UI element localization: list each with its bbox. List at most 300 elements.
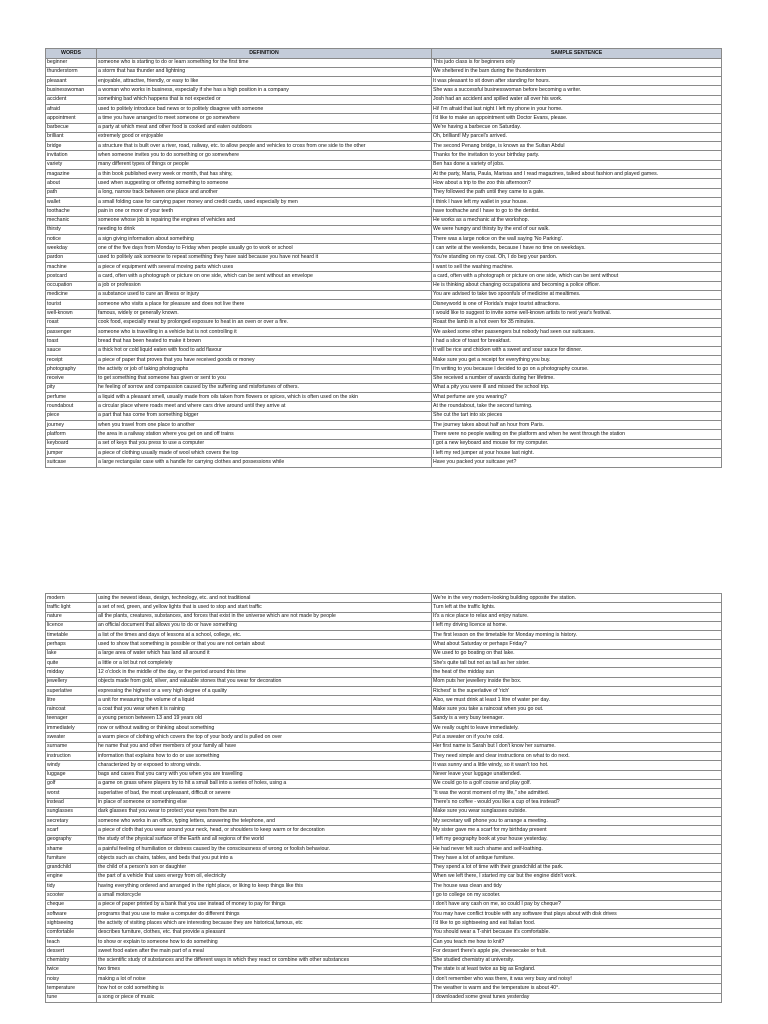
table-row xyxy=(46,151,722,160)
sample-sentence-cell: Turn left at the traffic lights. xyxy=(432,603,722,612)
sample-sentence-cell: Sandy is a very busy teenager. xyxy=(432,714,722,723)
table-row xyxy=(46,114,722,123)
table-row xyxy=(46,300,722,309)
definition-cell: a little or a lot but not completely xyxy=(97,659,432,668)
sample-sentence-cell: There's no coffee - would you like a cup of tea instead? xyxy=(432,798,722,807)
table-row xyxy=(46,798,722,807)
sample-sentence-cell: Richest' is the superlative of 'rich' xyxy=(432,686,722,695)
definition-cell: the activity or job of taking photographs xyxy=(97,365,432,374)
sample-sentence-cell: At the party, Maria, Paula, Marissa and I read magazines, talked about fashion and played games. xyxy=(432,170,722,179)
definition-cell: a set of red, green, and yellow lights that is used to stop and start traffic xyxy=(97,603,432,612)
word-cell: medicine xyxy=(46,290,97,299)
definition-cell: a warm piece of clothing which covers the top of your body and is pulled on over xyxy=(97,733,432,742)
sample-sentence-cell: Mom puts her jewellery inside the box. xyxy=(432,677,722,686)
word-cell: postcard xyxy=(46,272,97,281)
sample-sentence-cell: She received a number of awards during her lifetime. xyxy=(432,374,722,383)
word-cell: thunderstorm xyxy=(46,67,97,76)
word-cell: jumper xyxy=(46,448,97,457)
word-cell: variety xyxy=(46,160,97,169)
definition-cell: a party at which meat and other food is cooked and eaten outdoors xyxy=(97,123,432,132)
sample-sentence-cell: She cut the tart into six pieces xyxy=(432,411,722,420)
sample-sentence-cell: What perfume are you wearing? xyxy=(432,393,722,402)
definition-cell: to get something that someone has given or sent to you xyxy=(97,374,432,383)
definition-cell: the scientific study of substances and the different ways in which they react or combine with other substances xyxy=(97,956,432,965)
word-cell: modern xyxy=(46,594,97,603)
word-cell: beginner xyxy=(46,58,97,67)
word-cell: well-known xyxy=(46,309,97,318)
table-row xyxy=(46,724,722,733)
definition-cell: someone who is travelling in a vehicle but is not controlling it xyxy=(97,328,432,337)
definition-cell: a song or piece of music xyxy=(97,993,432,1002)
word-cell: roundabout xyxy=(46,402,97,411)
sample-sentence-cell: Hi! I'm afraid that last night I left my phone in your home. xyxy=(432,104,722,113)
sample-sentence-cell: For dessert there's apple pie, cheesecake or fruit. xyxy=(432,947,722,956)
sample-sentence-cell: a card, often with a photograph or picture on one side, which can be sent without xyxy=(432,272,722,281)
word-cell: software xyxy=(46,910,97,919)
sample-sentence-cell: Oh, brilliant! My parcel's arrived. xyxy=(432,132,722,141)
definition-cell: a coat that you wear when it is raining xyxy=(97,705,432,714)
table-row xyxy=(46,365,722,374)
word-cell: quite xyxy=(46,659,97,668)
table-row xyxy=(46,458,722,467)
table-row xyxy=(46,393,722,402)
sample-sentence-cell: I want to sell the washing machine. xyxy=(432,263,722,272)
definition-cell: a piece of clothing usually made of wool which covers the top xyxy=(97,448,432,457)
word-cell: tune xyxy=(46,993,97,1002)
definition-cell: a time you have arranged to meet someone or go somewhere xyxy=(97,114,432,123)
definition-cell: needing to drink xyxy=(97,225,432,234)
table-row xyxy=(46,956,722,965)
sample-sentence-cell: It was pleasant to sit down after standing for hours. xyxy=(432,77,722,86)
definition-cell: expressing the highest or a very high degree of a quality xyxy=(97,686,432,695)
sample-sentence-cell: He is thinking about changing occupations and becoming a police officer. xyxy=(432,281,722,290)
word-cell: cheque xyxy=(46,900,97,909)
table-row xyxy=(46,770,722,779)
word-cell: bridge xyxy=(46,142,97,151)
sample-sentence-cell: We sheltered in the barn during the thunderstorm xyxy=(432,67,722,76)
word-cell: twice xyxy=(46,965,97,974)
definition-cell: one of the five days from Monday to Friday when people usually go to work or school xyxy=(97,244,432,253)
sample-sentence-cell: I got a new keyboard and mouse for my computer. xyxy=(432,439,722,448)
sample-sentence-cell: Disneyworld is one of Florida's major tourist attractions. xyxy=(432,300,722,309)
word-cell: midday xyxy=(46,668,97,677)
sample-sentence-cell: You may have conflict trouble with any software that plays about with disk drives xyxy=(432,910,722,919)
sample-sentence-cell: We were hungry and thirsty by the end of our walk. xyxy=(432,225,722,234)
word-cell: licence xyxy=(46,621,97,630)
word-cell: noisy xyxy=(46,975,97,984)
definition-cell: programs that you use to make a computer do different things xyxy=(97,910,432,919)
table-row xyxy=(46,160,722,169)
definition-cell: a woman who works in business, especially if she has a high position in a company xyxy=(97,86,432,95)
table-row xyxy=(46,253,722,262)
sample-sentence-cell: We're having a barbecue on Saturday. xyxy=(432,123,722,132)
sample-sentence-cell: I think I have left my wallet in your house. xyxy=(432,197,722,206)
definition-cell: used to show that something is possible or that you are not certain about xyxy=(97,640,432,649)
table-row xyxy=(46,649,722,658)
definition-cell: a part that has come from something bigger xyxy=(97,411,432,420)
sample-sentence-cell: I'd like to make an appointment with Doctor Evans, please. xyxy=(432,114,722,123)
sample-sentence-cell: Roast the lamb in a hot oven for 35 minutes. xyxy=(432,318,722,327)
definition-cell: dark glasses that you wear to protect your eyes from the sun xyxy=(97,807,432,816)
definition-cell: making a lot of noise xyxy=(97,975,432,984)
word-cell: sweater xyxy=(46,733,97,742)
word-cell: geography xyxy=(46,835,97,844)
table-row xyxy=(46,937,722,946)
definition-cell: a card, often with a photograph or picture on one side, which can be sent without an envelope xyxy=(97,272,432,281)
table-row xyxy=(46,807,722,816)
definition-cell: a list of the times and days of lessons at a school, college, etc. xyxy=(97,631,432,640)
sample-sentence-cell: The state is at least twice as big as England. xyxy=(432,965,722,974)
table-row xyxy=(46,668,722,677)
table-row xyxy=(46,142,722,151)
word-cell: businesswoman xyxy=(46,86,97,95)
definition-cell: a painful feeling of humiliation or distress caused by the consciousness of wrong or foolish behaviour. xyxy=(97,845,432,854)
sample-sentence-cell: You should wear a T-shirt because it's comfortable. xyxy=(432,928,722,937)
word-cell: comfortable xyxy=(46,928,97,937)
definition-cell: someone who visits a place for pleasure and does not live there xyxy=(97,300,432,309)
table-row xyxy=(46,448,722,457)
definition-cell: someone whose job is repairing the engines of vehicles and xyxy=(97,216,432,225)
table-row xyxy=(46,705,722,714)
word-cell: pardon xyxy=(46,253,97,262)
definition-cell: a piece of equipment with several moving parts which uses xyxy=(97,263,432,272)
word-cell: luggage xyxy=(46,770,97,779)
table-row xyxy=(46,817,722,826)
definition-cell: to show or explain to someone how to do something xyxy=(97,937,432,946)
sample-sentence-cell: My secretary will phone you to arrange a meeting. xyxy=(432,817,722,826)
table-row xyxy=(46,640,722,649)
definition-cell: a substance used to cure an illness or injury xyxy=(97,290,432,299)
sample-sentence-cell: have toothache and I have to go to the dentist. xyxy=(432,207,722,216)
table-row xyxy=(46,872,722,881)
word-cell: teenager xyxy=(46,714,97,723)
table-row xyxy=(46,77,722,86)
definition-cell: a circular place where roads meet and where cars drive around until they arrive at xyxy=(97,402,432,411)
word-cell: tidy xyxy=(46,882,97,891)
table-row xyxy=(46,207,722,216)
definition-cell: in place of someone or something else xyxy=(97,798,432,807)
sample-sentence-cell: Never leave your luggage unattended. xyxy=(432,770,722,779)
definition-cell: bags and cases that you carry with you when you are travelling xyxy=(97,770,432,779)
table-row xyxy=(46,290,722,299)
definition-cell: a thick hot or cold liquid eaten with food to add flavour xyxy=(97,346,432,355)
definition-cell: a piece of paper that proves that you have received goods or money xyxy=(97,356,432,365)
word-cell: pity xyxy=(46,383,97,392)
table-row xyxy=(46,263,722,272)
sample-sentence-cell: They need simple and clear instructions on what to do next. xyxy=(432,752,722,761)
definition-cell: having everything ordered and arranged in the right place, or liking to keep things like this xyxy=(97,882,432,891)
sample-sentence-cell: I had a slice of toast for breakfast. xyxy=(432,337,722,346)
sample-sentence-cell: Thanks for the invitation to your birthday party. xyxy=(432,151,722,160)
definition-cell: when you travel from one place to another xyxy=(97,421,432,430)
definition-cell: a large area of water which has land all around it xyxy=(97,649,432,658)
table-row xyxy=(46,686,722,695)
word-cell: perfume xyxy=(46,393,97,402)
definition-cell: now or without waiting or thinking about something xyxy=(97,724,432,733)
sample-sentence-cell: The weather is warm and the temperature is about 40°. xyxy=(432,984,722,993)
word-cell: photography xyxy=(46,365,97,374)
table-row xyxy=(46,659,722,668)
vocabulary-table-2 xyxy=(45,593,722,1003)
definition-cell: extremely good or enjoyable xyxy=(97,132,432,141)
sample-sentence-cell: The second Penang bridge, is known as the Sultan Abdul xyxy=(432,142,722,151)
word-cell: toothache xyxy=(46,207,97,216)
table-row xyxy=(46,421,722,430)
word-cell: surname xyxy=(46,742,97,751)
sample-sentence-cell: It will be rice and chicken with a sweet and sour sauce for dinner. xyxy=(432,346,722,355)
definition-cell: sweet food eaten after the main part of a meal xyxy=(97,947,432,956)
table-row xyxy=(46,383,722,392)
sample-sentence-cell: I left my red jumper at your house last night. xyxy=(432,448,722,457)
table-row xyxy=(46,188,722,197)
sample-sentence-cell: What about Saturday or perhaps Friday? xyxy=(432,640,722,649)
word-cell: appointment xyxy=(46,114,97,123)
definition-cell: famous, widely or generally known. xyxy=(97,309,432,318)
definition-cell: someone who works in an office, typing letters, answering the telephone, and xyxy=(97,817,432,826)
definition-cell: a structure that is built over a river, road, railway, etc. to allow people and vehicles to cross from one side to the other xyxy=(97,142,432,151)
sample-sentence-cell: Put a sweater on if you're cold. xyxy=(432,733,722,742)
word-cell: about xyxy=(46,179,97,188)
table-row xyxy=(46,374,722,383)
sample-sentence-header: SAMPLE SENTENCE xyxy=(432,49,722,59)
definition-cell: a small folding case for carrying paper money and credit cards, used especially by men xyxy=(97,197,432,206)
sample-sentence-cell: You're standing on my coat. Oh, I do beg your pardon. xyxy=(432,253,722,262)
word-cell: engine xyxy=(46,872,97,881)
definition-cell: objects such as chairs, tables, and beds that you put into a xyxy=(97,854,432,863)
sample-sentence-cell: We really ought to leave immediately. xyxy=(432,724,722,733)
sample-sentence-cell: I'm writing to you because I decided to go on a photography course. xyxy=(432,365,722,374)
word-cell: instruction xyxy=(46,752,97,761)
table-row xyxy=(46,594,722,603)
table-row xyxy=(46,309,722,318)
definition-cell: the part of a vehicle that uses energy from oil, electricity xyxy=(97,872,432,881)
sample-sentence-cell: At the roundabout, take the second turning. xyxy=(432,402,722,411)
definition-header: DEFINITION xyxy=(97,49,432,59)
sample-sentence-cell: I would like to suggest to invite some well-known artists to next year's festival. xyxy=(432,309,722,318)
sample-sentence-cell: The house was clean and tidy xyxy=(432,882,722,891)
definition-cell: used to politely ask someone to repeat something they have said because you have not heard it xyxy=(97,253,432,262)
word-cell: secretary xyxy=(46,817,97,826)
sample-sentence-cell: We're in the very modern-looking building opposite the station. xyxy=(432,594,722,603)
table-row xyxy=(46,891,722,900)
sample-sentence-cell: The first lesson on the timetable for Monday morning is history. xyxy=(432,631,722,640)
word-cell: scooter xyxy=(46,891,97,900)
definition-cell: an official document that allows you to do or have something xyxy=(97,621,432,630)
word-cell: nature xyxy=(46,612,97,621)
definition-cell: a sign giving information about something xyxy=(97,235,432,244)
word-cell: golf xyxy=(46,779,97,788)
sample-sentence-cell: He had never felt such shame and self-loathing. xyxy=(432,845,722,854)
table-row xyxy=(46,677,722,686)
sample-sentence-cell: Make sure you wear sunglasses outside. xyxy=(432,807,722,816)
table-row xyxy=(46,67,722,76)
word-cell: tourist xyxy=(46,300,97,309)
word-cell: pleasant xyxy=(46,77,97,86)
definition-cell: how hot or cold something is xyxy=(97,984,432,993)
sample-sentence-cell: She's quite tall but not as tall as her sister. xyxy=(432,659,722,668)
definition-cell: 12 o'clock in the middle of the day, or the period around this time xyxy=(97,668,432,677)
table-row xyxy=(46,910,722,919)
word-cell: immediately xyxy=(46,724,97,733)
table-row xyxy=(46,346,722,355)
sample-sentence-cell: Can you teach me how to knit? xyxy=(432,937,722,946)
definition-cell: all the plants, creatures, substances, and forces that exist in the universe which are not made by people xyxy=(97,612,432,621)
sample-sentence-cell: the heat of the midday sun xyxy=(432,668,722,677)
table-row xyxy=(46,225,722,234)
table-row xyxy=(46,919,722,928)
sample-sentence-cell: Also, we must drink at least 1 litre of water per day. xyxy=(432,696,722,705)
sample-sentence-cell: He works as a mechanic at the workshop. xyxy=(432,216,722,225)
sample-sentence-cell: Make sure you take a raincoat when you go out. xyxy=(432,705,722,714)
word-cell: brilliant xyxy=(46,132,97,141)
word-cell: journey xyxy=(46,421,97,430)
table-row xyxy=(46,244,722,253)
word-cell: raincoat xyxy=(46,705,97,714)
sample-sentence-cell: Have you packed your suitcase yet? xyxy=(432,458,722,467)
definition-cell: used when suggesting or offering something to someone xyxy=(97,179,432,188)
definition-cell: the activity of visiting places which are interesting because they are historical,famous, etc xyxy=(97,919,432,928)
definition-cell: a piece of cloth that you wear around your neck, head, or shoulders to keep warm or for decoration xyxy=(97,826,432,835)
table-row xyxy=(46,235,722,244)
definition-cell: objects made from gold, silver, and valuable stones that you wear for decoration xyxy=(97,677,432,686)
table-row xyxy=(46,179,722,188)
table-row xyxy=(46,928,722,937)
word-cell: suitcase xyxy=(46,458,97,467)
table-row xyxy=(46,439,722,448)
word-cell: keyboard xyxy=(46,439,97,448)
table-row xyxy=(46,835,722,844)
definition-cell: he name that you and other members of your family all have xyxy=(97,742,432,751)
word-cell: roast xyxy=(46,318,97,327)
table-row xyxy=(46,854,722,863)
sample-sentence-cell: How about a trip to the zoo this afternoon? xyxy=(432,179,722,188)
table-row xyxy=(46,411,722,420)
table-row xyxy=(46,789,722,798)
table-row xyxy=(46,328,722,337)
word-cell: invitation xyxy=(46,151,97,160)
definition-cell: characterized by or exposed to strong winds. xyxy=(97,761,432,770)
table-row xyxy=(46,123,722,132)
definition-cell: enjoyable, attractive, friendly, or easy to like xyxy=(97,77,432,86)
sample-sentence-cell: This judo class is for beginners only xyxy=(432,58,722,67)
sample-sentence-cell: I left my driving licence at home. xyxy=(432,621,722,630)
sample-sentence-cell: Make sure you get a receipt for everything you buy. xyxy=(432,356,722,365)
word-cell: litre xyxy=(46,696,97,705)
sample-sentence-cell: I downloaded some great tunes yesterday xyxy=(432,993,722,1002)
word-cell: chemistry xyxy=(46,956,97,965)
sample-sentence-cell: Josh had an accident and spilled water all over his work. xyxy=(432,95,722,104)
word-cell: weekday xyxy=(46,244,97,253)
word-cell: jewellery xyxy=(46,677,97,686)
word-cell: teach xyxy=(46,937,97,946)
table-row xyxy=(46,58,722,67)
word-cell: temperature xyxy=(46,984,97,993)
word-cell: receipt xyxy=(46,356,97,365)
table-row xyxy=(46,104,722,113)
word-cell: dessert xyxy=(46,947,97,956)
word-cell: grandchild xyxy=(46,863,97,872)
sample-sentence-cell: It was sunny and a little windy, so it wasn't too hot. xyxy=(432,761,722,770)
word-cell: accident xyxy=(46,95,97,104)
definition-cell: pain in one or more of your teeth xyxy=(97,207,432,216)
definition-cell: cook food, especially meat by prolonged exposure to heat in an oven or over a fire. xyxy=(97,318,432,327)
words-header: WORDS xyxy=(46,49,97,59)
word-cell: sunglasses xyxy=(46,807,97,816)
word-cell: superlative xyxy=(46,686,97,695)
sample-sentence-cell: What a pity you were ill and missed the school trip. xyxy=(432,383,722,392)
definition-cell: a large rectangular case with a handle for carrying clothes and possessions while xyxy=(97,458,432,467)
word-cell: platform xyxy=(46,430,97,439)
table-row xyxy=(46,863,722,872)
sample-sentence-cell: Ben has done a variety of jobs. xyxy=(432,160,722,169)
sample-sentence-cell: They spend a lot of time with their grandchild at the park. xyxy=(432,863,722,872)
sample-sentence-cell: She was a successful businesswoman before becoming a writer. xyxy=(432,86,722,95)
sample-sentence-cell: Her first name is Sarah but I don't know her surname. xyxy=(432,742,722,751)
word-cell: path xyxy=(46,188,97,197)
table-row xyxy=(46,197,722,206)
table-row xyxy=(46,742,722,751)
definition-cell: a thin book published every week or month, that has shiny, xyxy=(97,170,432,179)
definition-cell: the study of the physical surface of the Earth and all regions of the world xyxy=(97,835,432,844)
definition-cell: the child of a person's son or daughter xyxy=(97,863,432,872)
definition-cell: a job or profession xyxy=(97,281,432,290)
table-row xyxy=(46,984,722,993)
table-row xyxy=(46,993,722,1002)
word-cell: furniture xyxy=(46,854,97,863)
table-row xyxy=(46,281,722,290)
definition-cell: superlative of bad, the most unpleasant, difficult or severe xyxy=(97,789,432,798)
table-row xyxy=(46,761,722,770)
table-row xyxy=(46,356,722,365)
word-cell: notice xyxy=(46,235,97,244)
word-cell: timetable xyxy=(46,631,97,640)
definition-cell: when someone invites you to do something or go somewhere xyxy=(97,151,432,160)
sample-sentence-cell: I left my geography book at your house yesterday. xyxy=(432,835,722,844)
sample-sentence-cell: There were no people waiting on the platform and when he went through the station xyxy=(432,430,722,439)
table-row xyxy=(46,621,722,630)
table-row xyxy=(46,947,722,956)
word-cell: shame xyxy=(46,845,97,854)
sample-sentence-cell: She studied chemistry at university. xyxy=(432,956,722,965)
sample-sentence-cell: We could go to a golf course and play golf. xyxy=(432,779,722,788)
definition-cell: describes furniture, clothes, etc. that provide a pleasant xyxy=(97,928,432,937)
table-row xyxy=(46,430,722,439)
word-cell: piece xyxy=(46,411,97,420)
definition-cell: using the newest ideas, design, technology, etc. and not traditional xyxy=(97,594,432,603)
table-row xyxy=(46,337,722,346)
word-cell: scarf xyxy=(46,826,97,835)
sample-sentence-cell: You are advised to take two spoonfuls of medicine at mealtimes. xyxy=(432,290,722,299)
sample-sentence-cell: We asked some other passengers but nobody had seen our suitcases. xyxy=(432,328,722,337)
word-cell: sightseeing xyxy=(46,919,97,928)
word-cell: worst xyxy=(46,789,97,798)
word-cell: passenger xyxy=(46,328,97,337)
word-cell: perhaps xyxy=(46,640,97,649)
definition-cell: a small motorcycle xyxy=(97,891,432,900)
word-cell: lake xyxy=(46,649,97,658)
table-row xyxy=(46,216,722,225)
word-cell: windy xyxy=(46,761,97,770)
sample-sentence-cell: I can write at the weekends, because I have no time on weekdays. xyxy=(432,244,722,253)
table-row xyxy=(46,170,722,179)
table-row xyxy=(46,882,722,891)
table-row xyxy=(46,603,722,612)
word-cell: thirsty xyxy=(46,225,97,234)
sample-sentence-cell: There was a large notice on the wall saying 'No Parking'. xyxy=(432,235,722,244)
word-cell: mechanic xyxy=(46,216,97,225)
word-cell: toast xyxy=(46,337,97,346)
word-cell: occupation xyxy=(46,281,97,290)
